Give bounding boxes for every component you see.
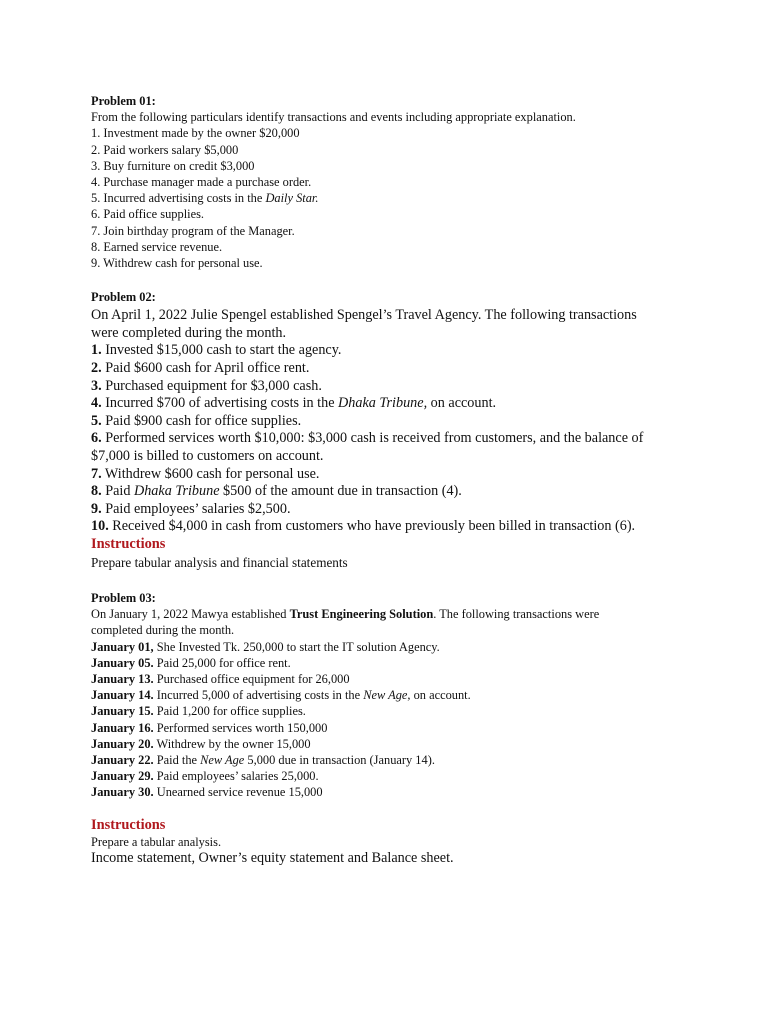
problem-02-section <box>91 289 698 571</box>
transaction-text: Performed services worth $10,000: $3,000 cash is received from customers, and the balance of <box>101 430 644 447</box>
journal-entry <box>91 655 698 671</box>
entry-date: January 14. <box>91 688 154 703</box>
transaction-text: Paid $600 cash for April office rent. <box>101 359 310 376</box>
transaction-number: 6. <box>91 430 102 447</box>
problem-01-item: 1. Investment made by the owner $20,000 <box>91 126 300 141</box>
journal-entry <box>91 752 698 768</box>
transaction-number: 3. <box>91 377 102 394</box>
problem-01-item: 2. Paid workers salary $5,000 <box>91 142 239 157</box>
transaction-italic: Dhaka Tribune <box>133 483 220 500</box>
problem-01-title: Problem 01: <box>91 94 156 108</box>
transaction-number: 8. <box>91 483 102 500</box>
transaction-text: Purchased equipment for $3,000 cash. <box>101 377 322 394</box>
company-name: Trust Engineering Solution <box>289 607 434 622</box>
entry-text: Performed services worth 150,000 <box>153 720 328 735</box>
problem-01-item: 4. Purchase manager made a purchase order. <box>91 175 312 190</box>
transaction-number: 7. <box>91 465 102 482</box>
problem-01-item: 9. Withdrew cash for personal use. <box>91 256 263 271</box>
journal-entry <box>91 736 698 752</box>
transaction-number: 10. <box>91 518 109 535</box>
problem-01-item: 8. Earned service revenue. <box>91 239 223 254</box>
problem-02-title: Problem 02: <box>91 290 156 304</box>
problem-03-section <box>91 590 698 867</box>
journal-entry <box>91 687 698 703</box>
transaction-text: Received $4,000 in cash from customers who have previously been billed in transaction (6). <box>108 518 636 535</box>
entry-date: January 22. <box>91 753 154 768</box>
transaction-text: on account. <box>427 395 497 412</box>
entry-text: She Invested Tk. 250,000 to start the IT solution Agency. <box>153 639 440 654</box>
problem-03-intro-cont: completed during the month. <box>91 623 235 638</box>
transaction-item <box>91 395 698 413</box>
entry-date: January 20. <box>91 736 154 751</box>
item-italic-text: Daily Star. <box>265 191 319 206</box>
transaction-item <box>91 501 698 519</box>
transaction-text: Paid <box>101 483 134 500</box>
problem-03-title: Problem 03: <box>91 591 156 605</box>
transaction-item <box>91 342 698 360</box>
transaction-item-cont: $7,000 is billed to customers on account. <box>91 447 324 464</box>
journal-entry <box>91 639 698 655</box>
problem-01-section <box>91 93 698 271</box>
transaction-text: $500 of the amount due in transaction (4). <box>219 483 462 500</box>
entry-text: on account. <box>410 688 471 703</box>
item-text: 5. Incurred advertising costs in the <box>91 191 266 206</box>
entry-text: 5,000 due in transaction (January 14). <box>244 753 435 768</box>
problem-01-item: 3. Buy furniture on credit $3,000 <box>91 158 255 173</box>
intro-text: On January 1, 2022 Mawya established <box>91 607 290 622</box>
journal-entry <box>91 703 698 719</box>
entry-text: Paid the <box>153 753 201 768</box>
journal-entry <box>91 768 698 784</box>
transaction-text: Withdrew $600 cash for personal use. <box>101 465 320 482</box>
instructions-text: Prepare tabular analysis and financial statements <box>91 554 348 570</box>
instructions-heading: Instructions <box>91 535 166 552</box>
instructions-text: Income statement, Owner’s equity statement and Balance sheet. <box>91 849 454 866</box>
problem-01-intro: From the following particulars identify transactions and events including appropriate explanation. <box>91 110 576 125</box>
entry-date: January 30. <box>91 785 154 800</box>
transaction-text: Invested $15,000 cash to start the agency. <box>101 342 342 359</box>
entry-text: Purchased office equipment for 26,000 <box>153 672 350 687</box>
transaction-item <box>91 378 698 396</box>
transaction-item <box>91 430 698 448</box>
problem-01-item: 6. Paid office supplies. <box>91 207 204 222</box>
transaction-item <box>91 518 698 536</box>
instructions-heading: Instructions <box>91 816 166 833</box>
journal-entry <box>91 720 698 736</box>
entry-italic: New Age, <box>363 688 411 703</box>
entry-text: Incurred 5,000 of advertising costs in the <box>153 688 364 703</box>
transaction-italic: Dhaka Tribune, <box>338 395 428 412</box>
transaction-item <box>91 413 698 431</box>
transaction-number: 5. <box>91 412 102 429</box>
transaction-item <box>91 483 698 501</box>
instructions-text: Prepare a tabular analysis. <box>91 834 222 849</box>
problem-01-item: 7. Join birthday program of the Manager. <box>91 223 295 238</box>
transaction-number: 1. <box>91 342 102 359</box>
entry-date: January 29. <box>91 769 154 784</box>
transaction-text: Paid employees’ salaries $2,500. <box>101 500 291 517</box>
problem-01-item <box>91 190 698 206</box>
entry-date: January 15. <box>91 704 154 719</box>
intro-text: . The following transactions were <box>433 607 600 622</box>
journal-entry <box>91 671 698 687</box>
transaction-number: 2. <box>91 359 102 376</box>
problem-02-intro-cont: were completed during the month. <box>91 324 287 341</box>
entry-date: January 05. <box>91 655 154 670</box>
transaction-item <box>91 360 698 378</box>
problem-02-intro: On April 1, 2022 Julie Spengel established Spengel’s Travel Agency. The following transactions <box>91 307 637 324</box>
transaction-number: 9. <box>91 500 102 517</box>
entry-italic: New Age <box>200 753 245 768</box>
entry-text: Paid employees’ salaries 25,000. <box>153 769 319 784</box>
entry-text: Paid 1,200 for office supplies. <box>153 704 306 719</box>
transaction-item <box>91 466 698 484</box>
entry-date: January 16. <box>91 720 154 735</box>
entry-text: Unearned service revenue 15,000 <box>153 785 323 800</box>
transaction-text: Paid $900 cash for office supplies. <box>101 412 302 429</box>
entry-date: January 13. <box>91 672 154 687</box>
entry-text: Withdrew by the owner 15,000 <box>153 736 311 751</box>
journal-entry <box>91 784 698 800</box>
transaction-number: 4. <box>91 395 102 412</box>
entry-text: Paid 25,000 for office rent. <box>153 655 291 670</box>
transaction-text: Incurred $700 of advertising costs in the <box>101 395 339 412</box>
entry-date: January 01, <box>91 639 154 654</box>
problem-03-intro <box>91 606 698 622</box>
